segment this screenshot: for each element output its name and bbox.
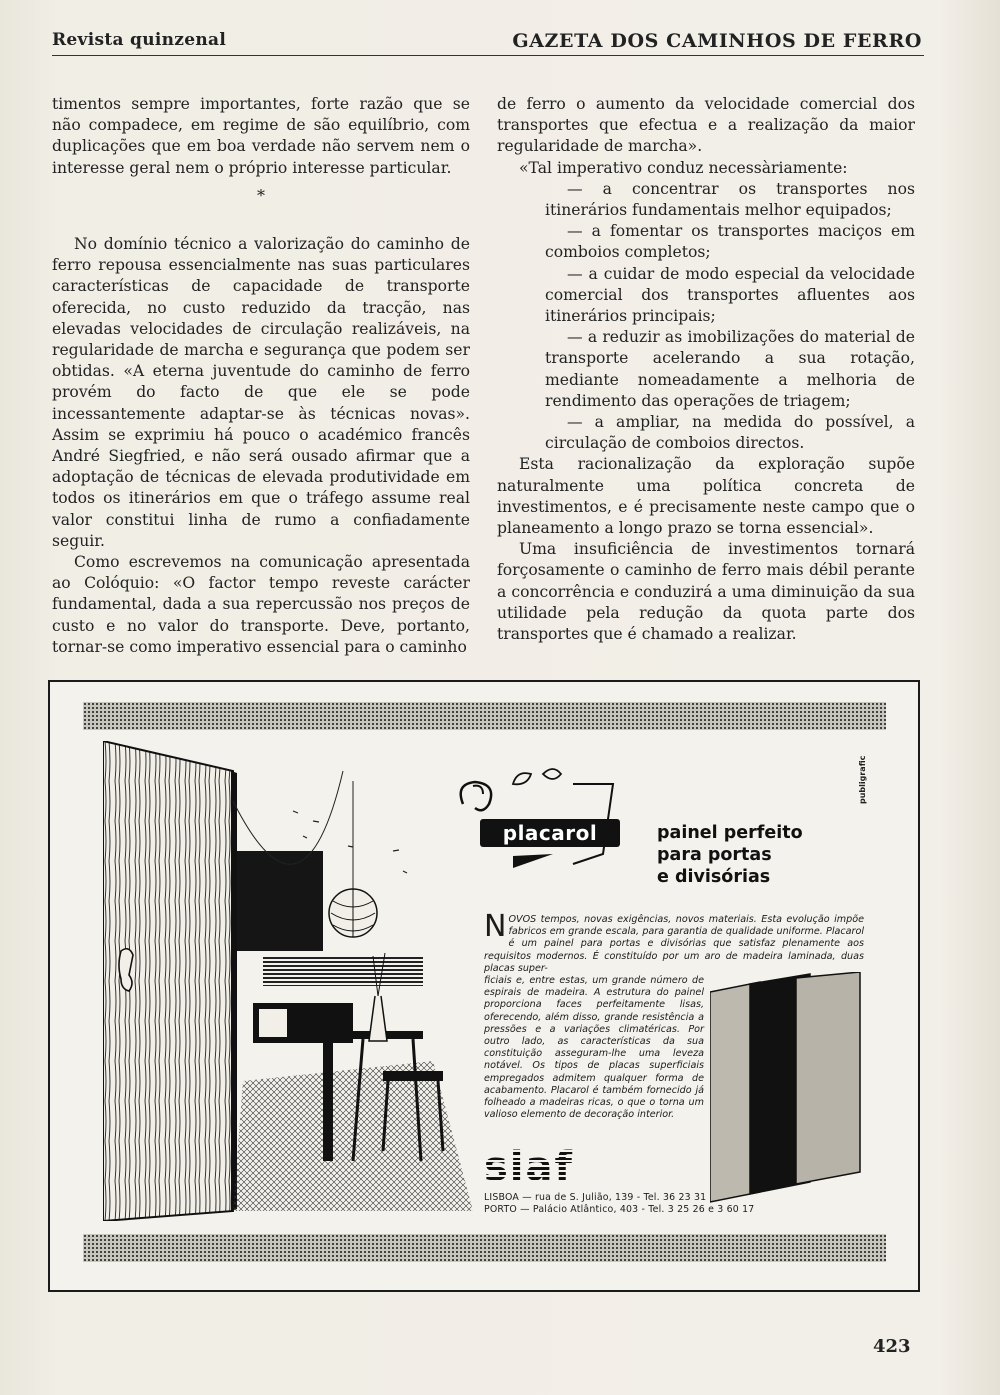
header-left: Revista quinzenal	[52, 30, 227, 50]
halftone-band-bottom	[83, 1234, 886, 1262]
list-item: — a concentrar os transportes nos itinerários fundamentais melhor equipados;	[545, 179, 915, 220]
right-paragraph-4: Uma insuficiência de investimentos tornará forçosamente o caminho de ferro mais débil perante a concorrência e conduzirá a uma diminuição da sua utilidade pela redução da quota parte dos transportes que é chamado a realizar.	[497, 540, 915, 644]
right-column	[497, 94, 915, 645]
left-column	[52, 94, 470, 658]
advertisement	[48, 680, 920, 1292]
page-number: 423	[873, 1336, 911, 1357]
list-item: — a fomentar os transportes maciços em comboios completos;	[545, 222, 915, 262]
agency-credit: publigrafic	[858, 755, 867, 804]
interior-illustration	[103, 741, 483, 1221]
right-paragraph-2: «Tal imperativo conduz necessàriamente:	[519, 158, 848, 177]
ad-copy-part-1: OVOS tempos, novas exigências, novos materiais. Esta evolução impõe fabricos em grande escala, para garantia de qualidade uniforme. Placarol é um painel para portas e divisórias que satisfaz plenamente aos requisitos modernos. É constituído por um aro de madeira laminada, duas placas super-	[484, 914, 864, 974]
tagline-line: painel perfeito	[657, 823, 803, 843]
brand-name: placarol	[480, 819, 620, 847]
section-asterisk: *	[257, 185, 265, 205]
header-rule	[52, 55, 924, 56]
door-panels-illustration	[710, 972, 870, 1212]
siaf-logo: siaf	[484, 1144, 574, 1190]
right-paragraph-1: de ferro o aumento da velocidade comercial dos transportes que efectua e a realização da maior regularidade de marcha».	[497, 95, 915, 156]
left-paragraph-1: timentos sempre importantes, forte razão que se não compadece, em regime de são equilíbrio, com duplicações que em boa verdade não servem nem o interesse geral nem o próprio interesse particular.	[52, 95, 470, 177]
company-addresses	[484, 1192, 754, 1216]
ad-copy-part-2: ficiais e, entre estas, um grande número de espirais de madeira. A estrutura do painel proporciona faces perfeitamente lisas, oferecendo, além disso, grande resistência a pressões e a variações climatéricas. Por outro lado, as características da sua constituição asseguram-lhe uma leveza notável. Os tipos de placas superficiais empregados admitem qualquer forma de acabamento. Placarol é também fornecido já folheado a madeiras ricas, o que o torna um valioso elemento de decoração interior.	[484, 975, 704, 1121]
header-right: GAZETA DOS CAMINHOS DE FERRO	[512, 30, 922, 52]
halftone-band-top	[83, 702, 886, 730]
drop-cap: N	[484, 909, 507, 944]
list-item: — a cuidar de modo especial da velocidade comercial dos transportes afluentes aos itinerários principais;	[545, 264, 915, 326]
list-item: — a reduzir as imobilizações do material de transporte acelerando a sua rotação, mediante nomeadamente a melhoria de rendimento das operações de triagem;	[545, 328, 915, 410]
right-paragraph-3: Esta racionalização da exploração supõe naturalmente uma política concreta de investimentos, e é precisamente neste campo que o planeamento a longo prazo se torna essencial».	[497, 455, 915, 538]
left-paragraph-3: Como escrevemos na comunicação apresentada ao Colóquio: «O factor tempo reveste carácter fundamental, dada a sua repercussão nos preços de custo e no valor do transporte. Deve, portanto, tornar-se como imperativo essencial para o caminho	[52, 553, 470, 656]
tagline-line: e divisórias	[657, 867, 771, 887]
address-porto: PORTO — Palácio Atlântico, 403 - Tel. 3 25 26 e 3 60 17	[484, 1204, 755, 1215]
ad-tagline	[657, 822, 887, 888]
list-item: — a ampliar, na medida do possível, a circulação de comboios directos.	[545, 413, 915, 453]
tagline-line: para portas	[657, 845, 772, 865]
left-paragraph-2: No domínio técnico a valorização do caminho de ferro repousa essencialmente nas suas particulares características de capacidade de transporte oferecida, no custo reduzido da tracção, nas elevadas velocidades de circulação realizáveis, na regularidade de marcha e segurança que podem ser obtidas. «A eterna juventude do caminho de ferro provém do facto de que ele se pode incessantemente adaptar-se às técnicas novas». Assim se exprimiu há pouco o académico francês André Siegfried, e não será ousado afirmar que a adoptação de técnicas de elevada produtividade em todos os itinerários em que o tráfego assume real valor constitui linha de rumo a confiadamente seguir.	[52, 235, 470, 550]
address-lisboa: LISBOA — rua de S. Julião, 139 - Tel. 36 23 31	[484, 1192, 707, 1203]
